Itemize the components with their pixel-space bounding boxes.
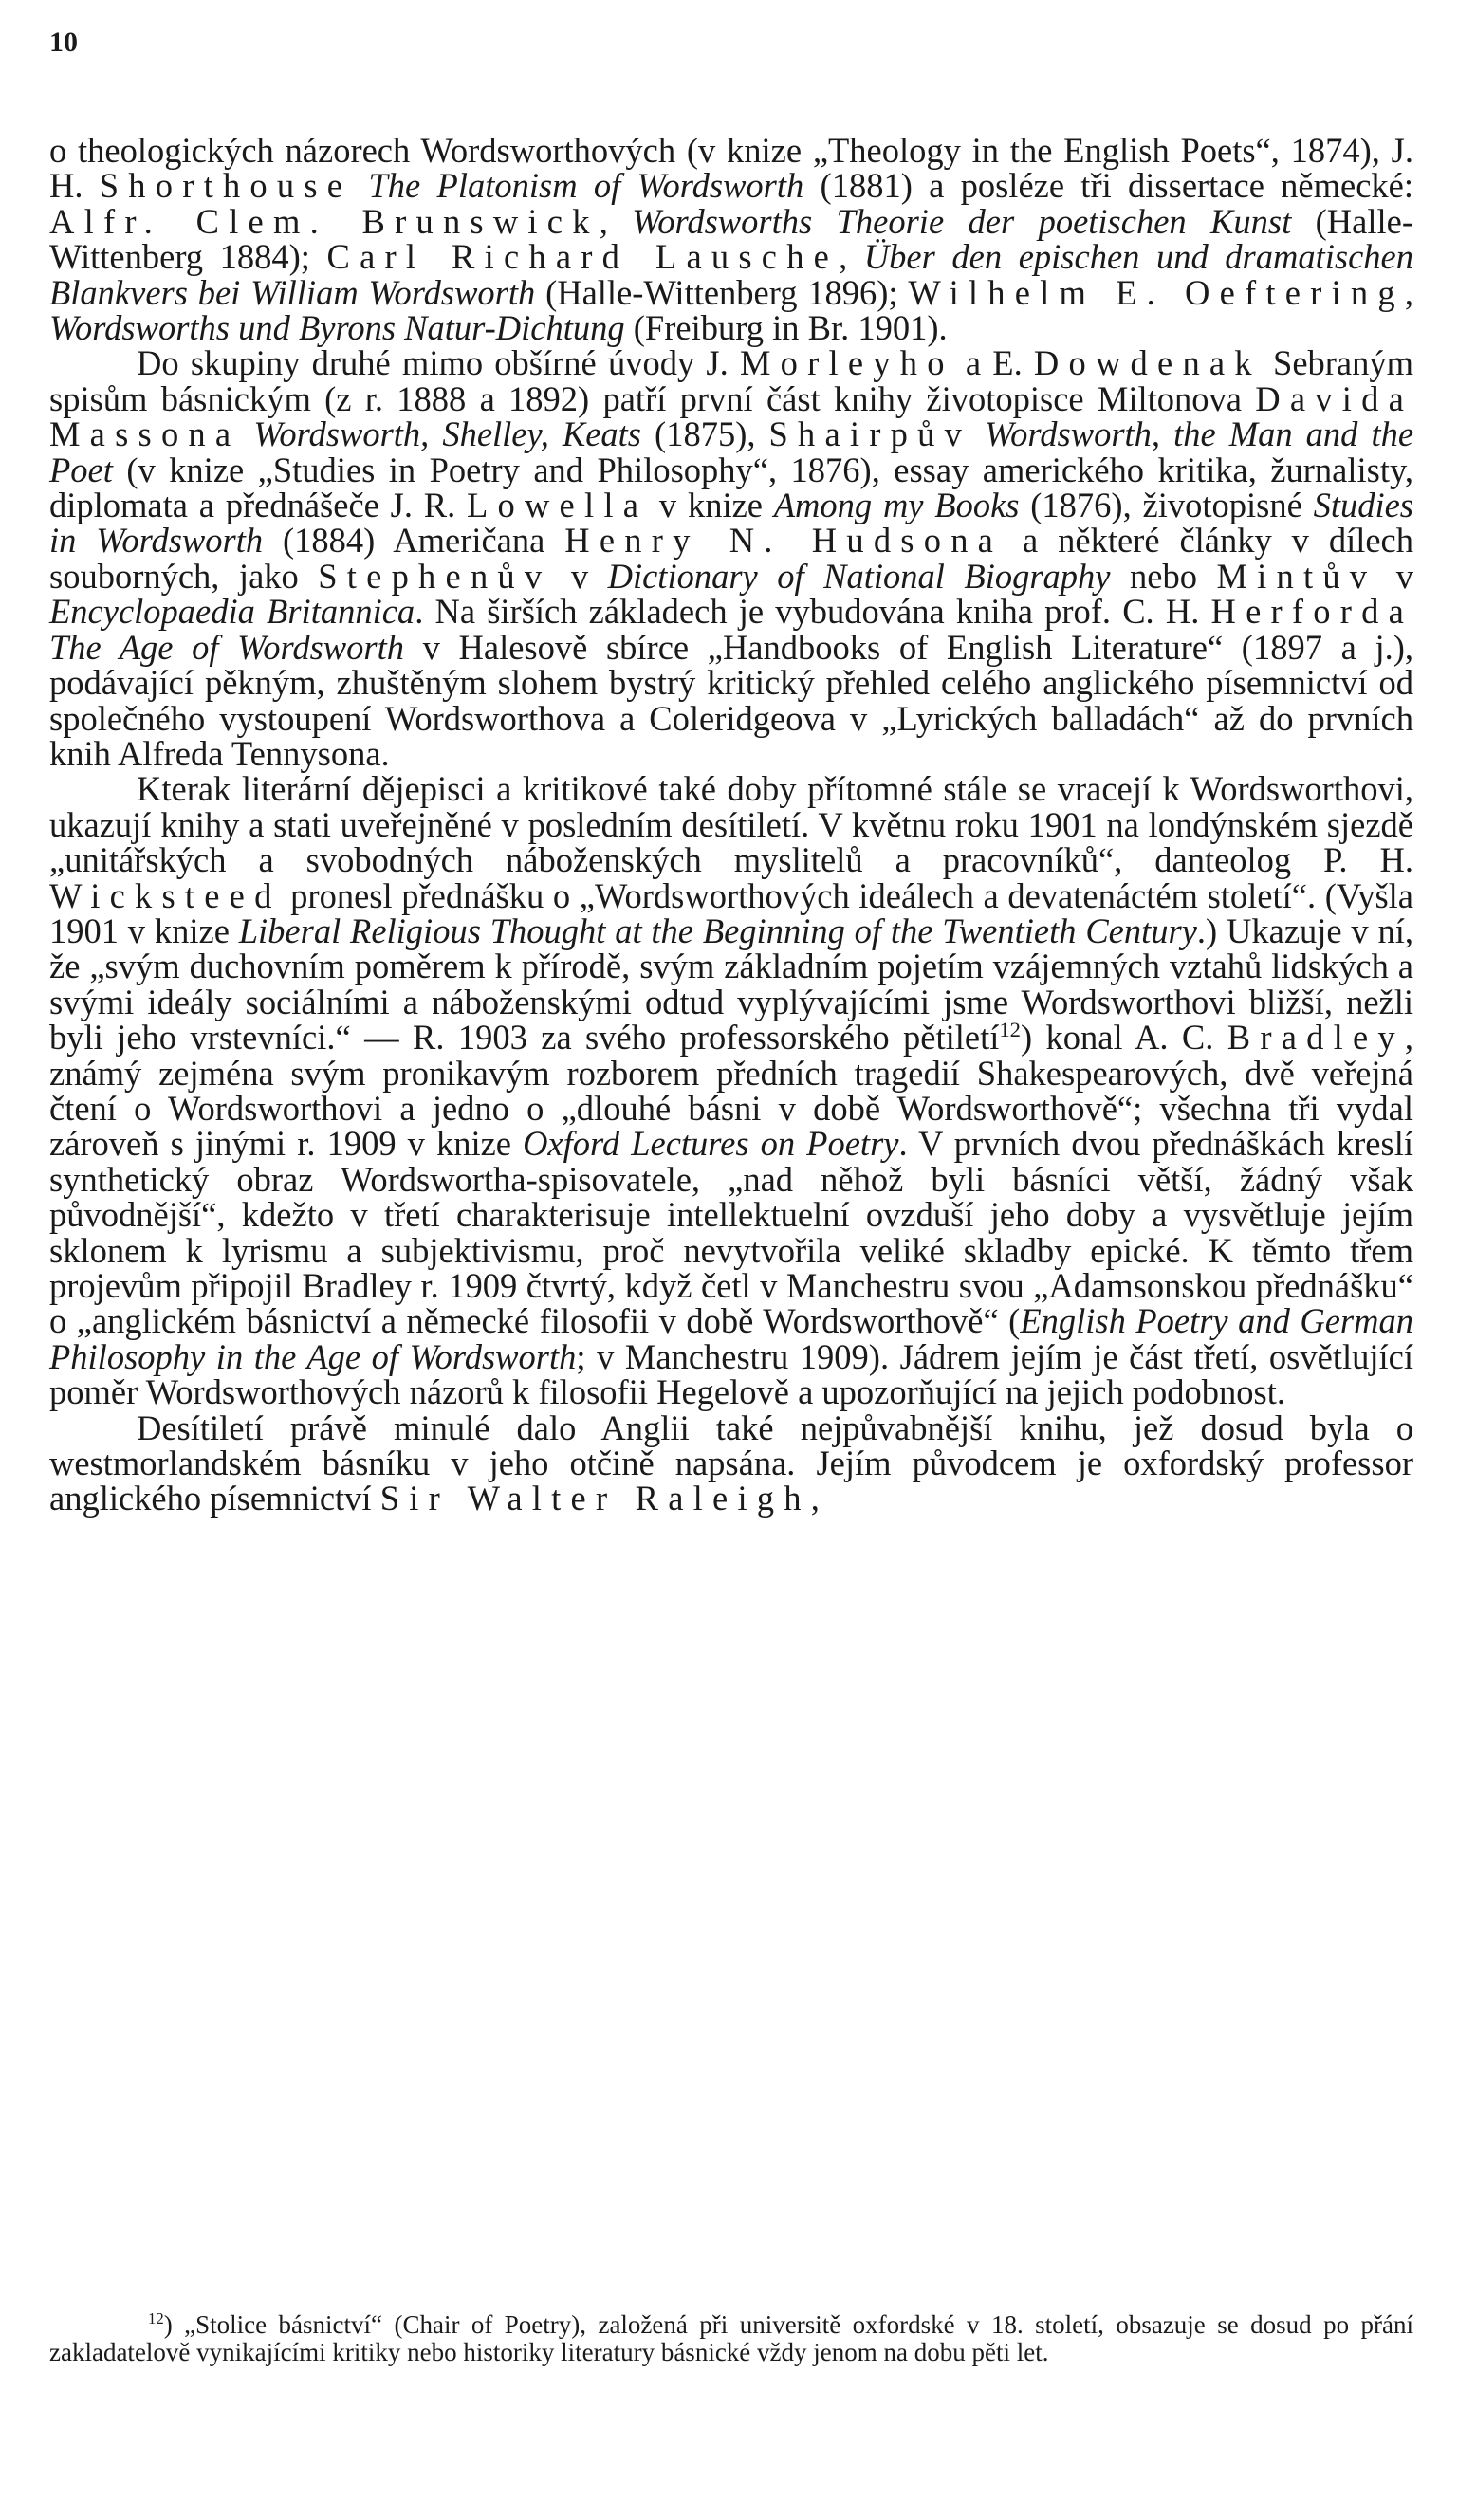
text-run: nebo [1110, 556, 1217, 596]
italic-title: Oxford Lectures on Poetry [523, 1124, 899, 1164]
text-run: pronesl přednášku o „Wordsworthových ideálech a devatenáctém století“. (Vyšla 1901 v knize [49, 875, 1413, 950]
italic-title: The Age of Wordsworth [49, 627, 404, 667]
italic-title: Dictionary of National Biography [607, 556, 1111, 596]
text-run: . V prvních dvou přednáškách kreslí synthetický obraz Wordswortha-spisovatele, „nad něhož byli básníci větší, žádný však původnější“, kdežto v třetí charakterisuje intellektuelní ovzduší jeho doby a vysvětluje jejím sklonem k lyrismu a subjektivismu, proč nevytvořila veliké skladby epické. K těmto třem projevům připojil Bradley r. 1909 čtvrtý, když četl v Manchestru svou „Adamsonskou přednášku“ o „anglickém básnictví a německé filosofii v době Wordsworthově“ ( [49, 1124, 1413, 1341]
italic-title: Encyclopaedia Britannica [49, 592, 415, 632]
spaced-name: Sir Walter Raleigh [379, 1479, 811, 1518]
spaced-name: Stephenův [318, 556, 552, 596]
text-run: a E. [953, 343, 1034, 383]
text-run: v [1376, 556, 1414, 596]
spaced-name: Mintův [1216, 556, 1377, 596]
spaced-name: Herforda [1210, 592, 1413, 632]
footnote-marker: 12 [148, 2309, 164, 2327]
text-run [240, 414, 253, 453]
italic-title: Among my Books [773, 486, 1020, 525]
footnote [49, 2311, 1413, 2365]
text-run [352, 166, 368, 205]
text-run: (v knize „Studies in Poetry and Philosophy“, 1876), essay amerického kritika, žurnalisty, diplomata a přednášeče J. R. [49, 450, 1413, 525]
paragraph [49, 131, 1414, 348]
text-run: . Na širších základech je vybudována kniha prof. C. H. [415, 592, 1211, 632]
text-run: v knize [648, 486, 774, 525]
spaced-name: Davida Massona [49, 378, 1413, 454]
italic-title: Wordsworth, Shelley, Keats [253, 414, 641, 454]
page-number: 10 [49, 27, 78, 58]
paragraph [49, 345, 1413, 771]
text-run: ; v Manchestru 1909). Jádrem jejím je část třetí, osvětlující poměr Wordsworthových názorů k filosofii Hegelově a upozorňující na jejich podobnost. [49, 1336, 1413, 1412]
italic-title: Studies in Wordsworth [49, 486, 1413, 561]
text-run: Desítiletí právě minulé dalo Anglii také nejpůvabnější knihu, jež dosud byla o westmorlandském básníku v jeho otčině napsána. Jejím původcem je oxfordský professor anglického písemnictví [49, 1407, 1413, 1518]
italic-title: Über den epischen und dramatischen Blankvers bei William Wordsworth [49, 237, 1414, 312]
text-run: Do skupiny druhé mimo obšírné úvody J. [137, 343, 740, 383]
spaced-name: Lowella [466, 486, 649, 525]
italic-title: English Poetry and German Philosophy in the Age of Wordsworth [49, 1301, 1413, 1376]
text-run: (1884) Američana [263, 521, 565, 561]
spaced-name: Wicksteed [49, 875, 282, 915]
italic-title: Wordsworth, the Man and the Poet [49, 414, 1414, 489]
text-run: , [599, 201, 633, 241]
text-run: , známý zejména svým pronikavým rozborem předních tragedií Shakespearových, dvě veřejná čtení o Wordsworthovi a jedno o „dlouhé básni v době Wordsworthově“; všechna tři vydal zároveň s jinými r. 1909 v knize [49, 1018, 1413, 1164]
spaced-name: Morleyho [739, 343, 954, 383]
text-run: , [839, 237, 864, 277]
text-run: , [1404, 272, 1413, 312]
paragraph [49, 1407, 1413, 1518]
spaced-name: Shairpův [768, 414, 972, 454]
text-run: (1881) a posléze tři dissertace německé: [803, 166, 1414, 206]
spaced-name: Bradley [1227, 1018, 1405, 1058]
spaced-name: Henry N. Hudsona [564, 521, 1004, 561]
paragraph [49, 769, 1413, 1412]
footnote-reference: 12 [999, 1018, 1021, 1041]
text-run [971, 414, 985, 453]
italic-title: Wordsworths und Byrons Natur-Dichtung [49, 308, 625, 348]
spaced-name: Wilhelm E. Oeftering [908, 272, 1405, 312]
text-run: v [551, 556, 608, 596]
spaced-name: Shorthouse [99, 166, 353, 206]
text-run: (1875), [641, 414, 769, 454]
text-run: ) konal A. C. [1020, 1018, 1227, 1058]
spaced-name: Alfr. Clem. Brunswick [49, 201, 600, 241]
text-run: (Freiburg in Br. 1901). [624, 308, 948, 348]
footnote-text: ) „Stolice básnictví“ (Chair of Poetry), založená při universitě oxfordské v 18. století, obsazuje se dosud po přání zakladatelově vynikajícími kritiky nebo historiky literatury básnické vždy jenom na dobu pěti let. [49, 2310, 1413, 2366]
italic-title: The Platonism of Wordsworth [368, 166, 804, 206]
text-run: (Halle-Wittenberg 1884); [49, 201, 1413, 277]
spaced-name: Dowdenak [1033, 343, 1262, 383]
main-text [49, 133, 1413, 1517]
text-run: .) Ukazuje v ní, že „svým duchovním poměrem k přírodě, svým základním pojetím vzájemných vztahů lidských a svými ideály sociálními a náboženskými odtud vyplývajícími jsme Wordsworthovi bližší, nežli byli jeho vrstevníci.“ — R. 1903 za svého professorského pětiletí [49, 911, 1413, 1058]
text-run: Sebraným spisům básnickým (z r. 1888 a 1892) patří první část knihy životopisce Miltonova [49, 343, 1414, 418]
text-run: (Halle-Wittenberg 1896); [535, 272, 909, 312]
text-run: , [810, 1479, 820, 1518]
text-run: o theologických názorech Wordsworthových (v knize „Theology in the English Poets“, 1874), J. H. [49, 131, 1413, 206]
spaced-name: Carl Richard Lausche [326, 237, 840, 277]
text-run: (1876), životopisné [1019, 486, 1314, 525]
text-run: a některé články v dílech souborných, jako [49, 521, 1413, 596]
italic-title: Wordsworths Theorie der poetischen Kunst [632, 201, 1292, 241]
text-run: v Halesově sbírce „Handbooks of English Literature“ (1897 a j.), podávající pěkným, zhuštěným slohem bystrý kritický přehled celého anglického písemnictví od společného vystoupení Wordsworthova a Coleridgeova v „Lyrických balladách“ až do prvních knih Alfreda Tennysona. [49, 627, 1413, 773]
text-run: Kterak literární dějepisci a kritikové také doby přítomné stále se vracejí k Wordsworthovi, ukazují knihy a stati uveřejněné v posledním desítiletí. V květnu roku 1901 na londýnském sjezdě „unitářských a svobodných náboženských myslitelů a pracovníků“, danteolog P. H. [49, 769, 1413, 880]
italic-title: Liberal Religious Thought at the Beginning of the Twentieth Century [238, 911, 1197, 950]
